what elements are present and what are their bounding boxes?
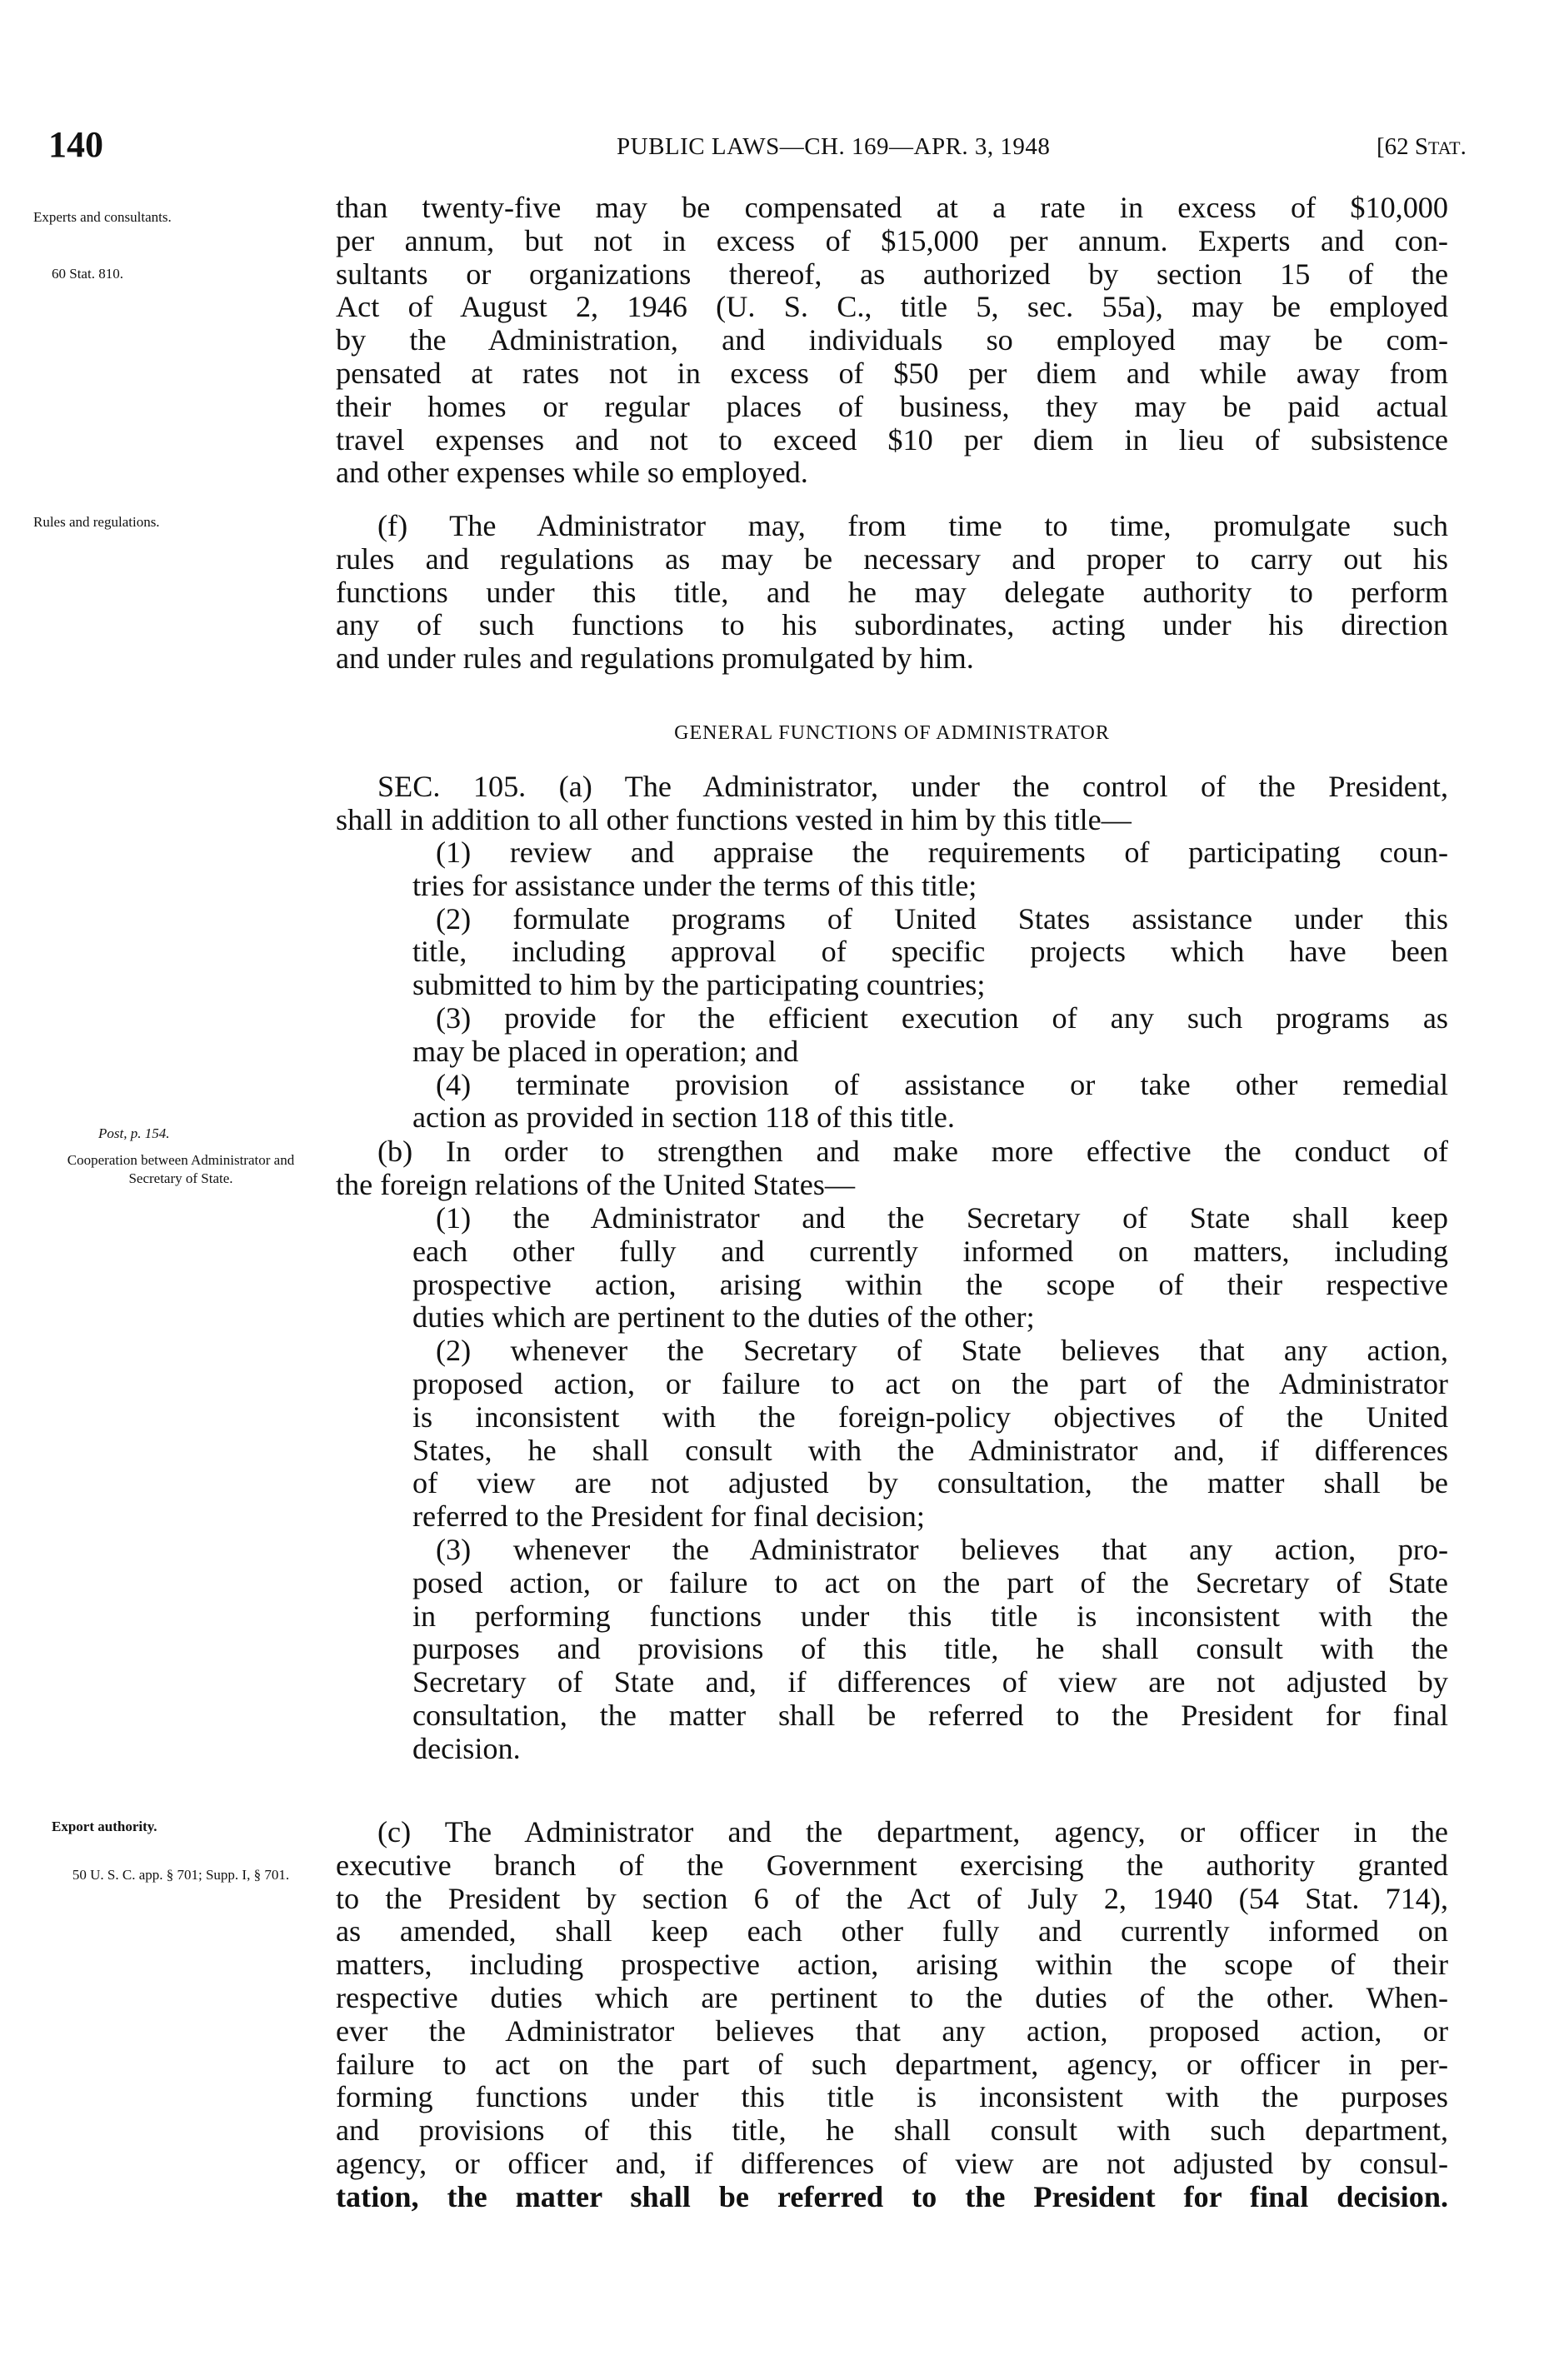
text-line: agency, or officer and, if differences of view are not adjusted by consul-: [336, 2147, 1448, 2180]
text-line: title, including approval of specific projects which have been: [412, 936, 1448, 969]
text-line: sultants or organizations thereof, as authorized by section 15 of the: [336, 257, 1448, 291]
text-line: by the Administration, and individuals so employed may be com-: [336, 324, 1448, 357]
list-item: [336, 1069, 1448, 1135]
section-105-a-items: [336, 836, 1448, 1135]
text-line: SEC. 105. (a) The Administrator, under the control of the President,: [377, 771, 1448, 803]
text-line: (3) whenever the Administrator believes that any action, pro-: [436, 1533, 1448, 1566]
section-105-a: [336, 771, 1448, 837]
text-line: submitted to him by the participating countries;: [412, 969, 986, 1002]
text-line: executive branch of the Government exercising the authority granted: [336, 1849, 1448, 1882]
text-line: Secretary of State and, if differences of view are not adjusted by: [412, 1666, 1448, 1699]
text-line: (4) terminate provision of assistance or take other remedial: [436, 1068, 1448, 1101]
text-line: the foreign relations of the United States—: [336, 1168, 856, 1201]
text-line: decision.: [412, 1732, 521, 1765]
text-line: ever the Administrator believes that any action, proposed action, or: [336, 2014, 1448, 2048]
text-line: (1) the Administrator and the Secretary of State shall keep: [436, 1202, 1448, 1235]
text-line: each other fully and currently informed on matters, including: [412, 1235, 1448, 1268]
text-line: pensated at rates not in excess of $50 per diem and while away from: [336, 357, 1448, 390]
text-line: duties which are pertinent to the duties of the other;: [412, 1301, 1035, 1335]
text-line: is inconsistent with the foreign-policy objectives of the United: [412, 1400, 1448, 1434]
text-line: their homes or regular places of business, they may be paid actual: [336, 390, 1448, 423]
text-line: may be placed in operation; and: [412, 1035, 799, 1068]
list-item: [336, 903, 1448, 1002]
text-line: (1) review and appraise the requirements of participating coun-: [436, 836, 1448, 869]
margin-note-rules: Rules and regulations.: [33, 514, 160, 530]
text-line: respective duties which are pertinent to the duties of the other. When-: [336, 1981, 1448, 2014]
margin-note-experts: Experts and consultants.: [33, 209, 172, 225]
text-line: prospective action, arising within the scope of their respective: [412, 1268, 1448, 1301]
stat-ref-smallcaps: TAT: [1428, 137, 1461, 158]
text-line: posed action, or failure to act on the part of the Secretary of State: [412, 1566, 1448, 1599]
stat-ref-prefix: [62 S: [1377, 133, 1429, 160]
text-line: purposes and provisions of this title, he shall consult with the: [412, 1633, 1448, 1666]
text-line: Act of August 2, 1946 (U. S. C., title 5, sec. 55a), may be employed: [336, 291, 1448, 324]
page-number: 140: [48, 124, 103, 165]
text-line: per annum, but not in excess of $15,000 per annum. Experts and con-: [336, 224, 1448, 257]
paragraph-f: [336, 510, 1448, 676]
list-item: [336, 1534, 1448, 1766]
margin-note-stat-810: 60 Stat. 810.: [52, 266, 123, 282]
section-105-b-items: [336, 1202, 1448, 1766]
text-line: failure to act on the part of such department, agency, or officer in per-: [336, 2048, 1448, 2081]
text-line: matters, including prospective action, arising within the scope of their: [336, 1948, 1448, 1982]
text-line: referred to the President for final decision;: [412, 1500, 925, 1534]
section-105-c: [336, 1816, 1448, 2214]
list-item: [336, 1002, 1448, 1069]
text-line: rules and regulations as may be necessary and proper to carry out his: [336, 542, 1448, 576]
text-line: States, he shall consult with the Administrator and, if differences: [412, 1434, 1448, 1467]
list-item: [336, 1335, 1448, 1534]
text-line: and other expenses while so employed.: [336, 457, 808, 490]
text-line: and under rules and regulations promulgated by him.: [336, 642, 974, 676]
text-line: forming functions under this title is inconsistent with the purposes: [336, 2081, 1448, 2114]
margin-note-post: Post, p. 154.: [98, 1125, 170, 1141]
text-line: (c) The Administrator and the department, agency, or officer in the: [377, 1816, 1448, 1849]
text-line: and provisions of this title, he shall consult with such department,: [336, 2114, 1448, 2148]
text-line: shall in addition to all other functions vested in him by this title—: [336, 803, 1132, 836]
text-line: (2) whenever the Secretary of State believes that any action,: [436, 1335, 1448, 1368]
text-line: (b) In order to strengthen and make more effective the conduct of: [377, 1135, 1448, 1168]
section-heading: GENERAL FUNCTIONS OF ADMINISTRATOR: [674, 722, 1110, 744]
text-line: (3) provide for the efficient execution of any such programs as: [436, 1001, 1448, 1035]
margin-note-export: Export authority.: [52, 1819, 157, 1834]
text-line: functions under this title, and he may delegate authority to perform: [336, 576, 1448, 609]
text-line: of view are not adjusted by consultation, the matter shall be: [412, 1467, 1448, 1500]
text-line: in performing functions under this title is inconsistent with the: [412, 1599, 1448, 1633]
list-item: [336, 836, 1448, 903]
text-line: to the President by section 6 of the Act of July 2, 1940 (54 Stat. 714),: [336, 1882, 1448, 1915]
text-line: tation, the matter shall be referred to the President for final decision.: [336, 2180, 1448, 2213]
section-105-b: [336, 1135, 1448, 1202]
margin-note-cooperation: Cooperation between Administrator and Secretary of State.: [67, 1152, 295, 1186]
running-head: PUBLIC LAWS—CH. 169—APR. 3, 1948: [617, 133, 1051, 160]
text-line: consultation, the matter shall be referred to the President for final: [412, 1699, 1448, 1732]
text-line: action as provided in section 118 of this title.: [412, 1101, 955, 1135]
text-line: proposed action, or failure to act on the part of the Administrator: [412, 1367, 1448, 1400]
statute-reference: [1377, 135, 1467, 159]
text-line: tries for assistance under the terms of this title;: [412, 869, 977, 902]
list-item: [336, 1202, 1448, 1335]
text-line: (2) formulate programs of United States assistance under this: [436, 902, 1448, 936]
paragraph-e: [336, 192, 1448, 490]
text-line: travel expenses and not to exceed $10 per diem in lieu of subsistence: [336, 423, 1448, 457]
margin-note-usc: 50 U. S. C. app. § 701; Supp. I, § 701.: [72, 1867, 290, 1883]
text-line: than twenty-five may be compensated at a rate in excess of $10,000: [336, 192, 1448, 224]
text-line: (f) The Administrator may, from time to time, promulgate such: [377, 510, 1448, 542]
text-line: any of such functions to his subordinates, acting under his direction: [336, 609, 1448, 642]
stat-ref-suffix: .: [1460, 133, 1467, 160]
text-line: as amended, shall keep each other fully and currently informed on: [336, 1915, 1448, 1948]
